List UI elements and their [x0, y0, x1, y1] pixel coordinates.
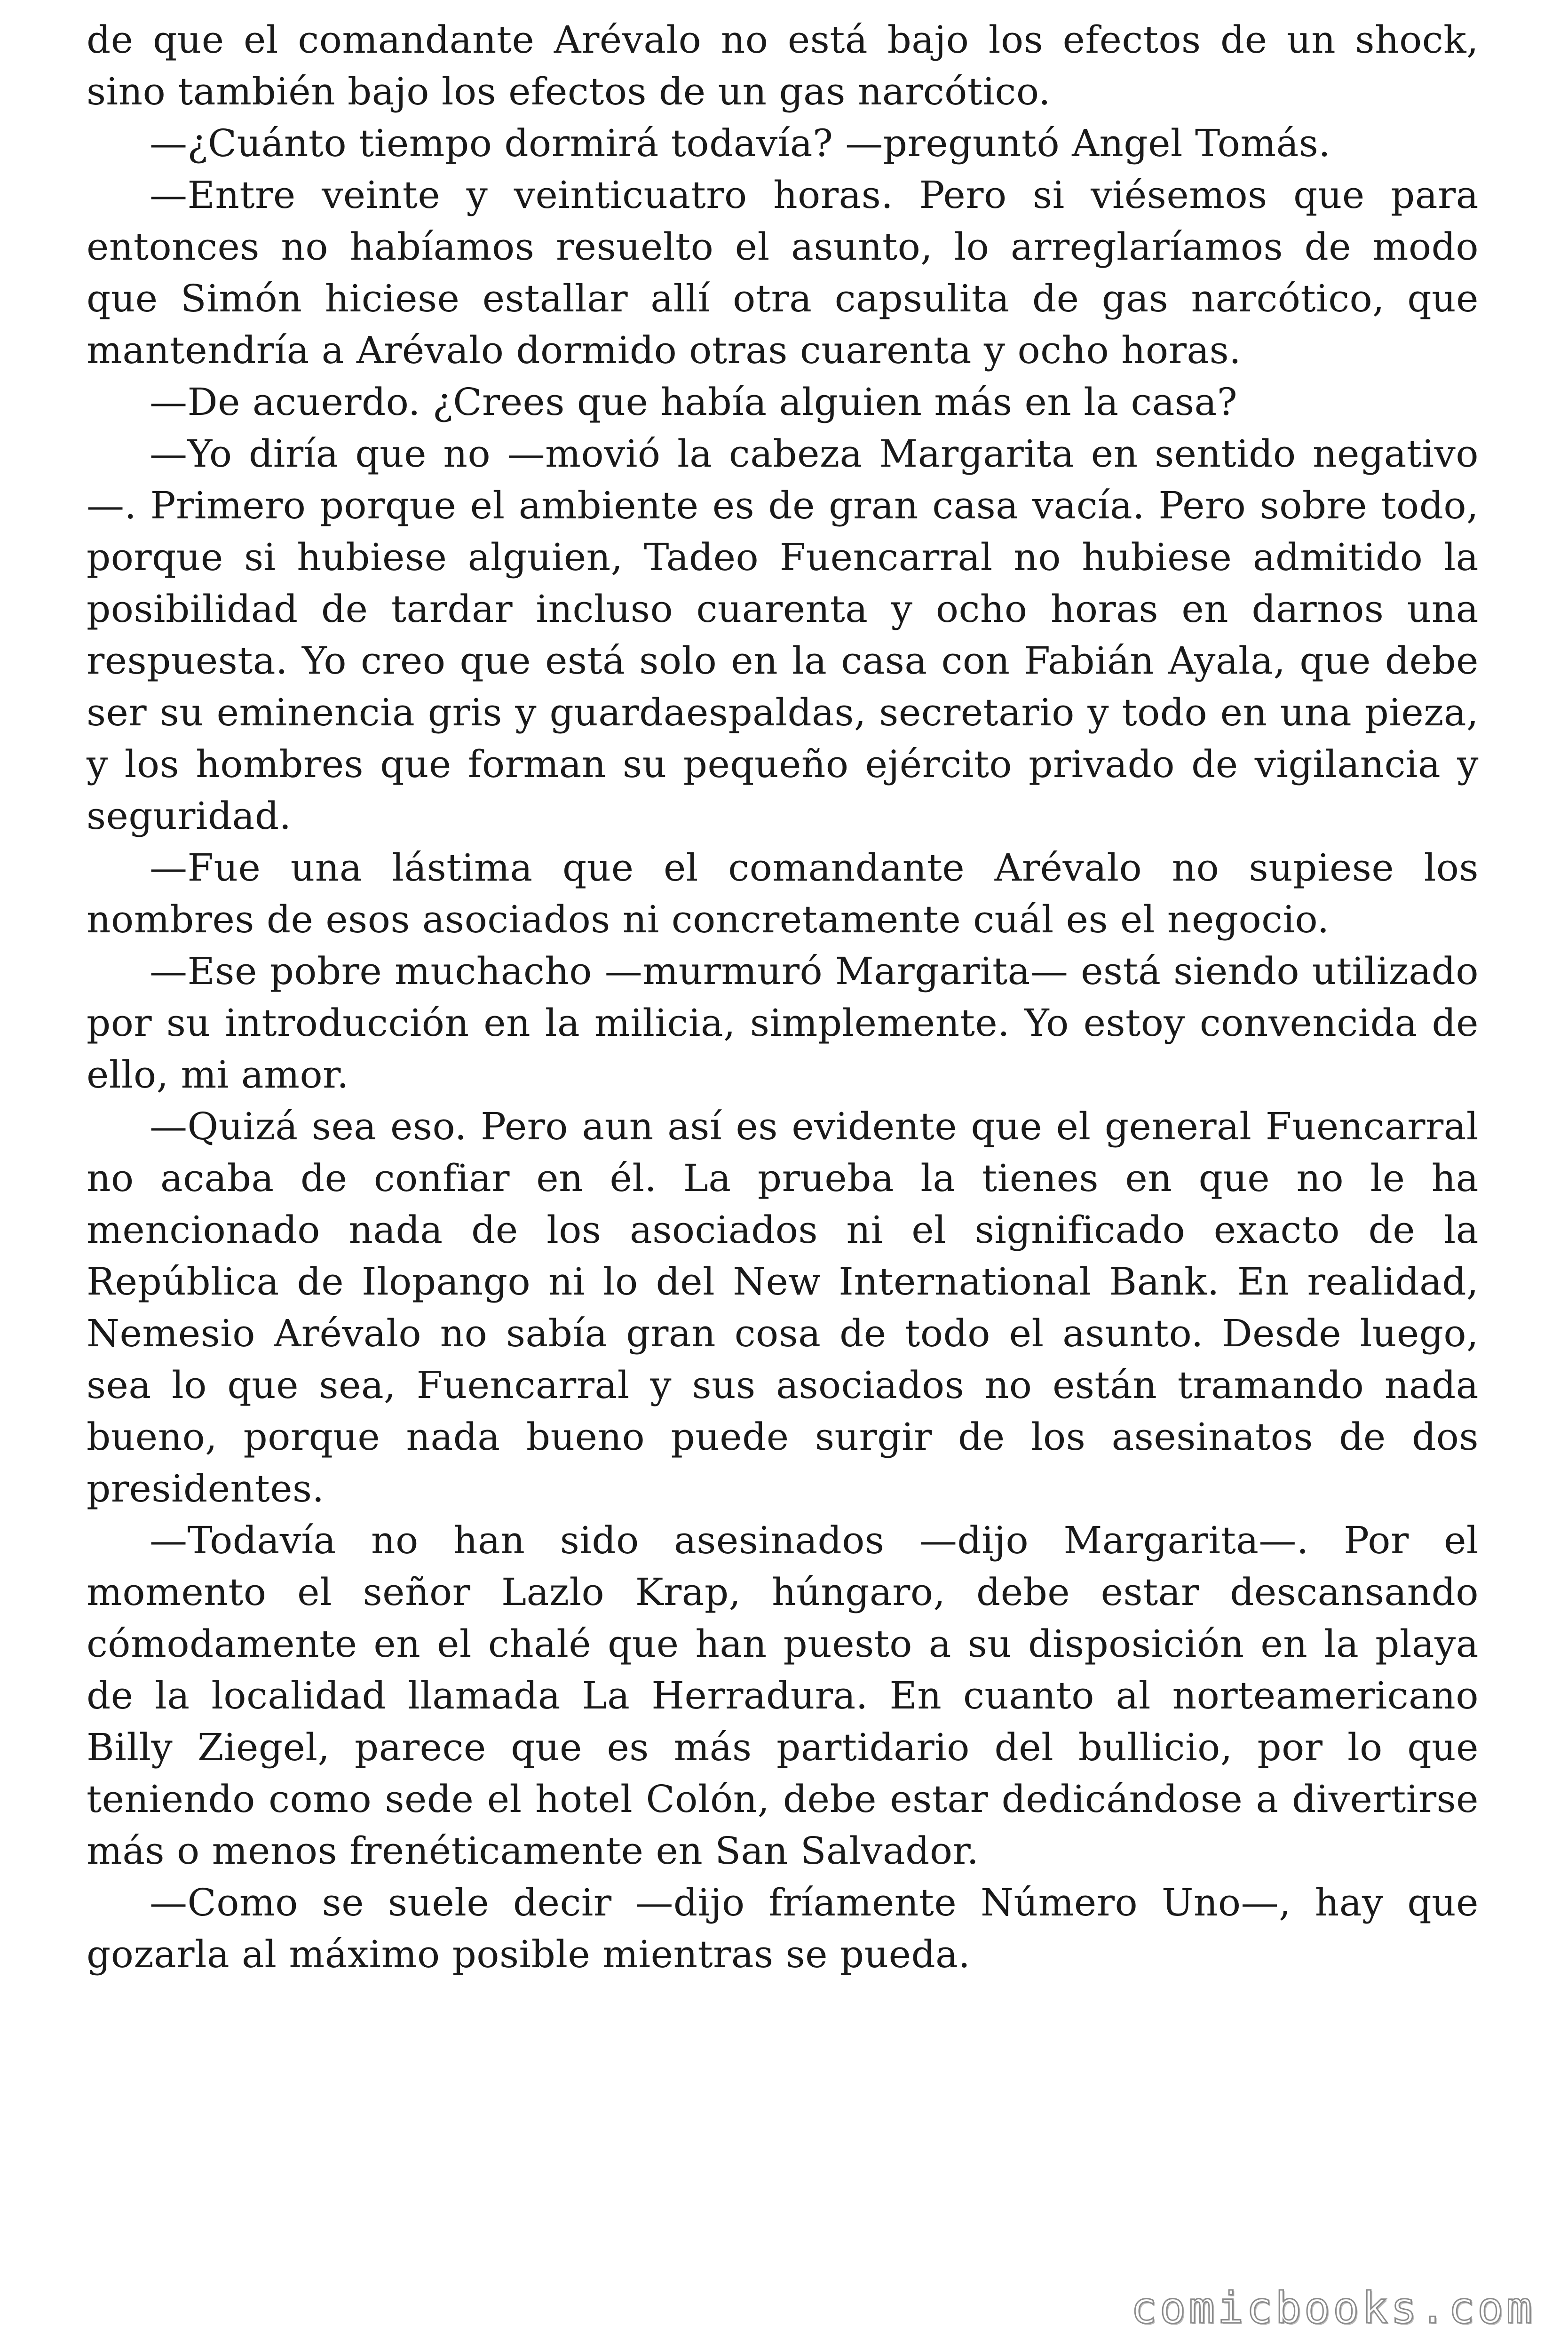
paragraph: —¿Cuánto tiempo dormirá todavía? —preguntó Angel Tomás. [150, 121, 1331, 165]
paragraph: —Entre veinte y veinticuatro horas. Pero si viésemos que para entonces no habíamos resuelto el asunto, lo arreglaríamos de modo que Simón hiciese estallar allí otra capsulita de gas narcótico, que mantendría a Arévalo dormido otras cuarenta y ocho horas. [87, 173, 1479, 372]
watermark: comicbooks.com [1131, 2283, 1535, 2333]
paragraph: —Fue una lástima que el comandante Arévalo no supiese los nombres de esos asociados ni concretamente cuál es el negocio. [87, 846, 1479, 941]
paragraph: —De acuerdo. ¿Crees que había alguien más en la casa? [150, 380, 1238, 424]
paragraph: de que el comandante Arévalo no está bajo los efectos de un shock, sino también bajo los efectos de un gas narcótico. [87, 18, 1479, 113]
paragraph: —Yo diría que no —movió la cabeza Margarita en sentido negativo —. Primero porque el ambiente es de gran casa vacía. Pero sobre todo, porque si hubiese alguien, Tadeo Fuencarral no hubiese admitido la posibilidad de tardar incluso cuarenta y ocho horas en darnos una respuesta. Yo creo que está solo en la casa con Fabián Ayala, que debe ser su eminencia gris y guardaespaldas, secretario y todo en una pieza, y los hombres que forman su pequeño ejército privado de vigilancia y seguridad. [87, 432, 1479, 838]
paragraph: —Ese pobre muchacho —murmuró Margarita— está siendo utilizado por su introducción en la milicia, simplemente. Yo estoy convencida de ello, mi amor. [87, 949, 1479, 1097]
paragraph: —Como se suele decir —dijo fríamente Número Uno—, hay que gozarla al máximo posible mientras se pueda. [87, 1881, 1479, 1976]
paragraph: —Todavía no han sido asesinados —dijo Margarita—. Por el momento el señor Lazlo Krap, húngaro, debe estar descansando cómodamente en el chalé que han puesto a su disposición en la playa de la localidad llamada La Herradura. En cuanto al norteamericano Billy Ziegel, parece que es más partidario del bullicio, por lo que teniendo como sede el hotel Colón, debe estar dedicándose a divertirse más o menos frenéticamente en San Salvador. [87, 1518, 1479, 1873]
paragraph: —Quizá sea eso. Pero aun así es evidente que el general Fuencarral no acaba de confiar en él. La prueba la tienes en que no le ha mencionado nada de los asociados ni el significado exacto de la República de Ilopango ni lo del New International Bank. En realidad, Nemesio Arévalo no sabía gran cosa de todo el asunto. Desde luego, sea lo que sea, Fuencarral y sus asociados no están tramando nada bueno, porque nada bueno puede surgir de los asesinatos de dos presidentes. [87, 1104, 1479, 1510]
page-text [87, 14, 1479, 1980]
